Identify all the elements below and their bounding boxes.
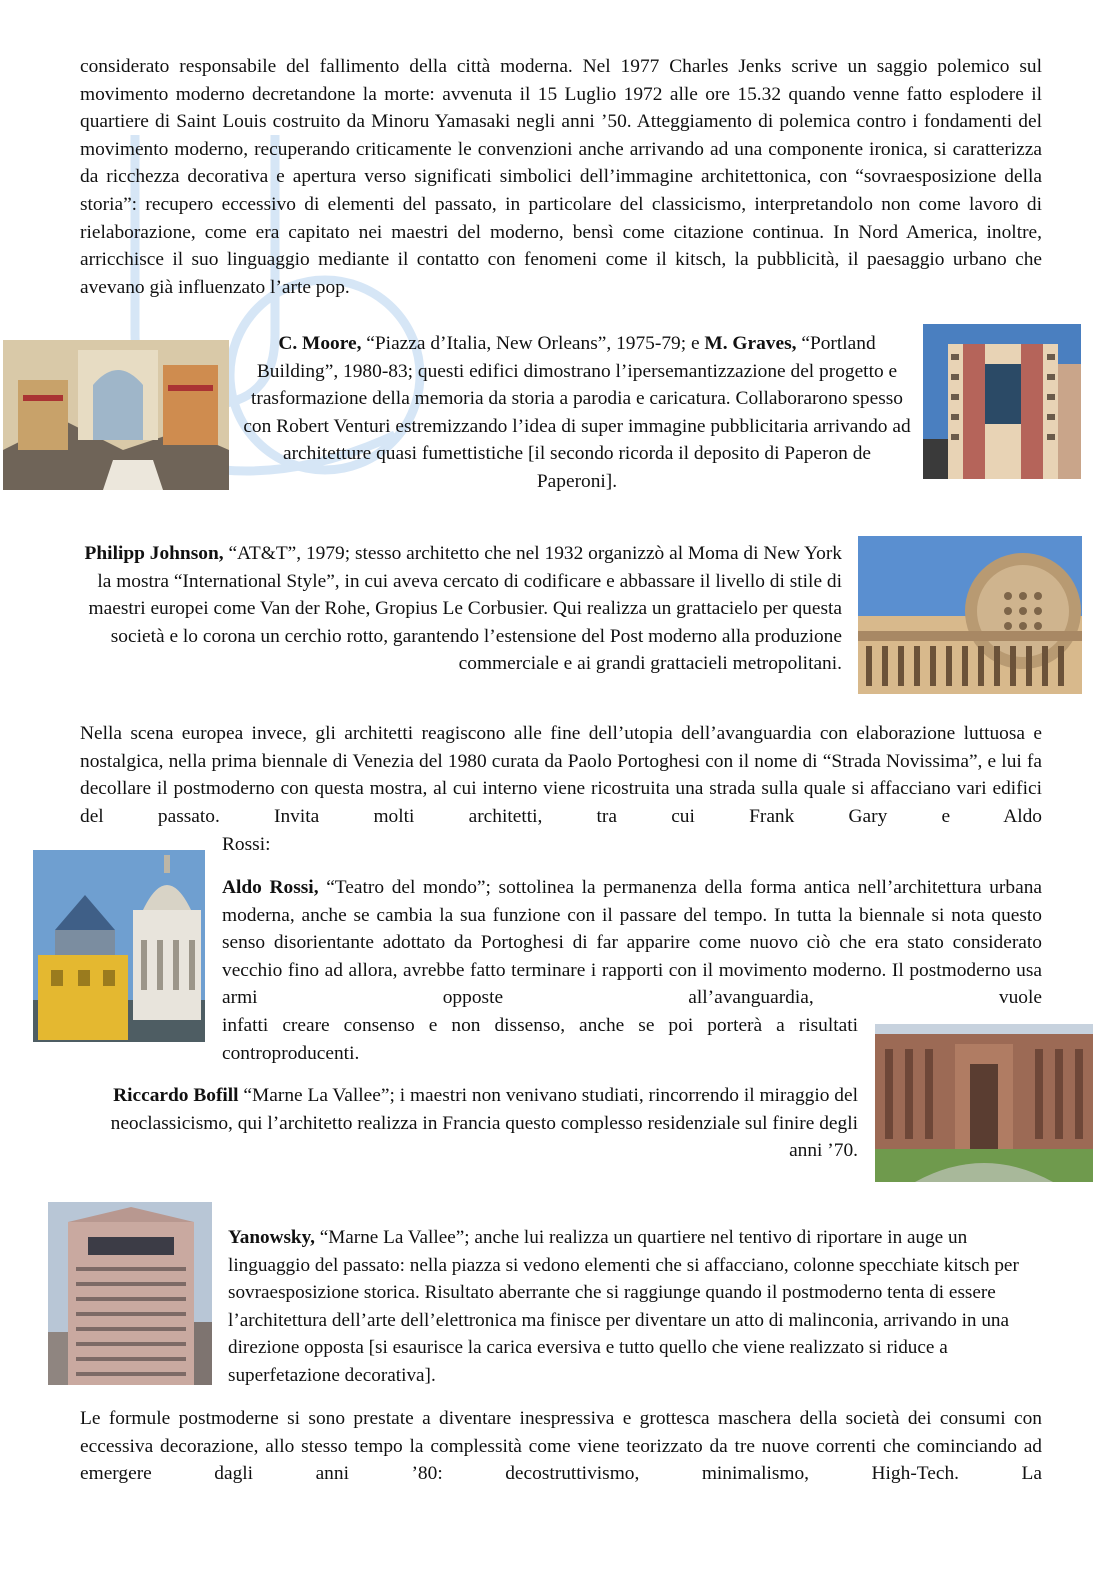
final-paragraph: Le formule postmoderne si sono prestate a diventare inespressiva e grottesca maschera della società dei consumi con eccessiva decorazione, allo stesso tempo la complessità come viene teorizzato da tre nuove correnti che cominciando ad emergere dagli anni ’80: decostruttivismo, minimalismo, High-Tech. La [80,1408,1042,1485]
yanowsky-text: “Marne La Vallee”; anche lui realizza un quartiere nel tentivo di riportare in auge un linguaggio del passato: nella piazza si vedono elementi che si affacciano, colonne specchiate kitsch per sovraesposizione storica. Risultato aberrante che si raggiunge quando il postmoderno tenta di essere l’architettura dell’arte dell’elettronica ma finisce per diventare un atto di malinconia, arrivando in una direzione opposta [si esaurisce la carica eversiva e tutto quello che viene realizzato si riduce a superfetazione decorativa]. [228,1227,1019,1386]
intro-paragraph: considerato responsabile del fallimento della città moderna. Nel 1977 Charles Jenks scrive un saggio polemico sul movimento moderno decretandone la morte: avvenuta il 15 Luglio 1972 alle ore 15.32 quando venne fatto esplodere il quartiere di Saint Louis costruito da Minoru Yamasaki negli anni ’50. Atteggiamento di polemica contro i fondamenti del movimento moderno, recuperando criticamente le convenzioni anche arrivando ad una componente ironica, si caratterizza da ricchezza decorativa e apertura verso significati simbolici dell’immagine architettonica, con “sovraesposizione della storia”: recupero eccessivo di elementi del passato, in particolare del classicismo, interpretandolo non come lavoro di rielaborazione, come era capitato nei maestri del moderno, bensì come citazione continua. In Nord America, inoltre, arricchisce il suo linguaggio mediante il contatto con fenomeni come il kitsch, la pubblicità, il paesaggio urbano che avevano già influenzato l’arte pop. [80,56,1042,298]
moore-name: C. Moore, [278,333,362,354]
johnson-text: “AT&T”, 1979; stesso architetto che nel 1932 organizzò al Moma di New York la mostra “International Style”, in cui aveva cercato di codificare e abbassare il livello di stile di maestri europei come Van der Rohe, Gropius Le Corbusier. Qui realizza un grattacielo per questa società e lo corona un cerchio rotto, garantendo l’estensione del Post moderno alla produzione commerciale e ai grandi grattacieli metropolitani. [88,543,842,675]
bofill-name: Riccardo Bofill [113,1085,239,1106]
skyscraper-photo [48,1202,212,1385]
portland-building-photo [923,324,1081,479]
graves-name: M. Graves, [704,333,797,354]
rossi-paragraph-continued: infatti creare consenso e non dissenso, anche se poi porterà a risultati controproducenti. [222,1015,858,1064]
johnson-paragraph [80,540,842,678]
rossi-text: “Teatro del mondo”; sottolinea la permanenza della forma antica nell’architettura urbana moderna, anche se cambia la sua funzione con il passare del tempo. In tutta la biennale si nota questo senso disorientante adottato da Portoghesi di far apparire come nuovo ciò che era stato considerato vecchio fino ad allora, avrebbe fatto terminare i rapporti con il movimento moderno. Il postmoderno usa armi opposte all’avanguardia, vuole [222,877,1042,1009]
rossi-paragraph [222,874,1042,1012]
europa-paragraph-end: Rossi: [222,834,271,855]
bofill-text: “Marne La Vallee”; i maestri non venivano studiati, rincorrendo il miraggio del neoclassicismo, qui l’architetto realizza in Francia questo complesso residenziale sul finire degli anni ’70. [110,1085,858,1162]
yanowsky-name: Yanowsky, [228,1227,315,1248]
europa-paragraph: Nella scena europea invece, gli architetti reagiscono alle fine dell’utopia dell’avanguardia con elaborazione luttuosa e nostalgica, nella prima biennale di Venezia del 1980 curata da Paolo Portoghesi con il nome di “Strada Novissima”, e lui fa decollare il postmoderno con questa mostra, al cui interno viene ricostruita una strada sulla quale si affacciano vari edifici del passato. Invita molti architetti, tra cui Frank Gary e Aldo [80,723,1042,827]
moore-text: “Piazza d’Italia, New Orleans”, 1975-79; e [361,333,705,354]
graves-text: “Portland Building”, 1980-83; questi edifici dimostrano l’ipersemantizzazione del progetto e trasformazione della memoria da storia a parodia e caricatura. Collaborarono spesso con Robert Venturi estremizzando l’idea di super immagine pubblicitaria arrivando ad architetture quasi fumettistiche [il secondo ricorda il deposito di Paperon de Paperoni]. [243,333,911,492]
piazza-italia-photo [3,340,229,490]
johnson-name: Philipp Johnson, [84,543,224,564]
teatro-del-mondo-photo [33,850,205,1042]
circular-building-photo [858,536,1082,694]
yanowsky-paragraph [228,1224,1044,1390]
marne-la-vallee-photo [875,1024,1093,1182]
bofill-paragraph [80,1082,858,1165]
rossi-name: Aldo Rossi, [222,877,319,898]
moore-graves-paragraph [243,330,911,496]
